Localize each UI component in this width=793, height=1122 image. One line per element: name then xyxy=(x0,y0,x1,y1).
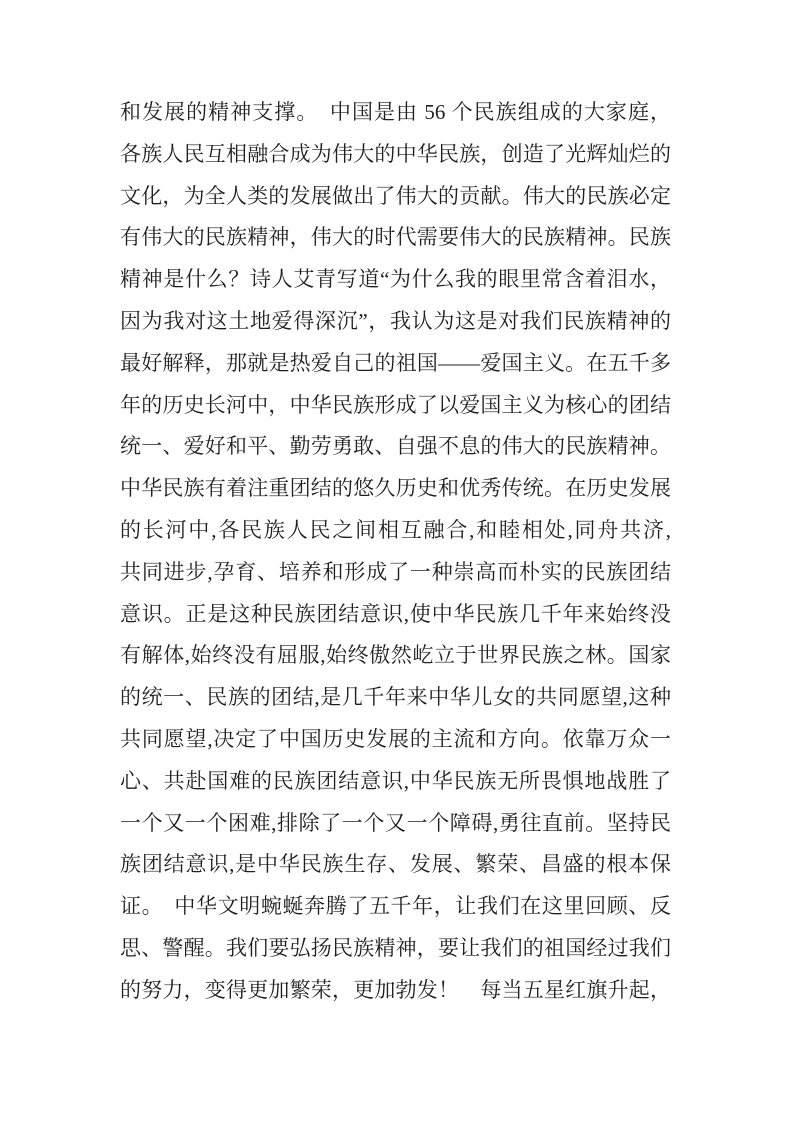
text-line: 有伟大的民族精神，伟大的时代需要伟大的民族精神。民族 xyxy=(120,225,671,250)
text-line: 共同愿望,决定了中国历史发展的主流和方向。依靠万众一 xyxy=(120,726,671,751)
text-line: 的统一、民族的团结,是几千年来中华儿女的共同愿望,这种 xyxy=(120,685,671,710)
text-line: 和发展的精神支撑。 中国是由 56 个民族组成的大家庭， xyxy=(120,100,671,124)
text-line: 共同进步,孕育、培养和形成了一种崇高而朴实的民族团结 xyxy=(120,559,671,584)
text-block xyxy=(120,92,671,1012)
text-line: 最好解释，那就是热爱自己的祖国——爱国主义。在五千多 xyxy=(120,350,671,375)
text-line: 精神是什么？诗人艾青写道“为什么我的眼里常含着泪水， xyxy=(120,267,671,292)
text-line: 文化，为全人类的发展做出了伟大的贡献。伟大的民族必定 xyxy=(120,183,671,208)
text-line: 的长河中,各民族人民之间相互融合,和睦相处,同舟共济, xyxy=(120,517,671,542)
text-line: 族团结意识,是中华民族生存、发展、繁荣、昌盛的根本保 xyxy=(120,852,671,877)
text-line: 心、共赴国难的民族团结意识,中华民族无所畏惧地战胜了 xyxy=(120,768,671,793)
text-line: 年的历史长河中，中华民族形成了以爱国主义为核心的团结 xyxy=(120,392,671,417)
text-line: 证。 中华文明蜿蜒奔腾了五千年，让我们在这里回顾、反 xyxy=(120,894,671,919)
text-line: 各族人民互相融合成为伟大的中华民族，创造了光辉灿烂的 xyxy=(120,141,671,166)
text-line: 思、警醒。我们要弘扬民族精神，要让我们的祖国经过我们 xyxy=(120,935,671,960)
text-line: 有解体,始终没有屈服,始终傲然屹立于世界民族之林。国家 xyxy=(120,643,671,668)
text-line: 中华民族有着注重团结的悠久历史和优秀传统。在历史发展 xyxy=(120,476,671,501)
text-line: 的努力，变得更加繁荣，更加勃发！ 每当五星红旗升起， xyxy=(120,977,671,1002)
text-line: 统一、爱好和平、勤劳勇敢、自强不息的伟大的民族精神。 xyxy=(120,434,671,459)
text-line: 意识。正是这种民族团结意识,使中华民族几千年来始终没 xyxy=(120,601,671,626)
text-line: 一个又一个困难,排除了一个又一个障碍,勇往直前。坚持民 xyxy=(120,810,671,835)
text-line: 因为我对这土地爱得深沉”，我认为这是对我们民族精神的 xyxy=(120,308,671,333)
